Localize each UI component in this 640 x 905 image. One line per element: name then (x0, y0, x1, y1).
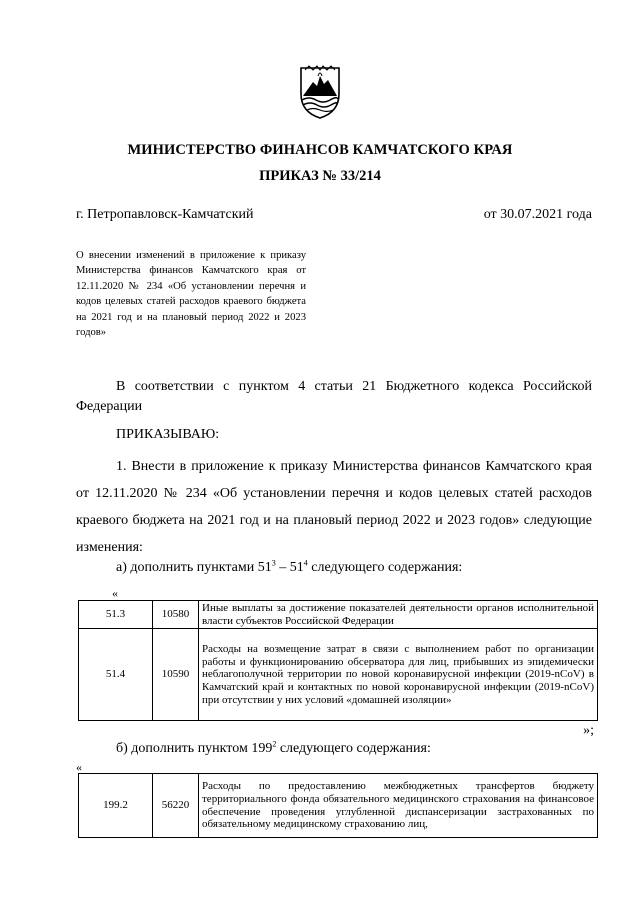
item-a-mid: – 51 (275, 560, 304, 575)
table-b (78, 773, 598, 838)
item-a-paragraph (76, 560, 592, 576)
ministry-title: МИНИСТЕРСТВО ФИНАНСОВ КАМЧАТСКОГО КРАЯ (127, 142, 513, 158)
item-a-prefix: а) дополнить пунктами 51 (116, 560, 272, 575)
order-number: ПРИКАЗ № 33/214 (259, 168, 381, 184)
item-1-paragraph: 1. Внести в приложение к приказу Министерства финансов Камчатского края от 12.11.2020 № 234 «Об установлении перечня и кодов целевых статей расходов краевого бюджета на 2021 год и на плановый период 2022 и 2023 годов» следующие изменения: (76, 459, 592, 555)
table-row (79, 629, 598, 721)
row-number: 51.3 (79, 601, 153, 629)
table-row (79, 774, 598, 838)
open-quote-a: « (112, 586, 118, 600)
item-b-paragraph (76, 741, 592, 757)
city: г. Петропавловск-Камчатский (76, 207, 254, 222)
row-text: Расходы по предоставлению межбюджетных трансфертов бюджету территориального фонда обязательного медицинского страхования на финансовое обеспечение проведения углубленной диспансеризации застрахованных по обязательному медицинскому страхованию лиц, (199, 774, 598, 838)
row-number: 199.2 (79, 774, 153, 838)
row-code: 56220 (153, 774, 199, 838)
item-b-prefix: б) дополнить пунктом 199 (116, 741, 273, 756)
close-quote: »; (583, 723, 594, 738)
order-date: от 30.07.2021 года (483, 207, 592, 222)
row-text: Иные выплаты за достижение показателей деятельности органов исполнительной власти субъектов Российской Федерации (199, 601, 598, 629)
item-a-sup-1: 3 (271, 558, 276, 568)
basis-paragraph: В соответствии с пунктом 4 статьи 21 Бюджетного кодекса Российской Федерации (76, 379, 592, 414)
row-text: Расходы на возмещение затрат в связи с выполнением работ по организации работы и функционированию обсерватора для лиц, прибывших из эпидемически неблагополучной территории по новой коронавирусной инфекции (2019-nCoV) в Камчатский край и контактных по новой коронавирусной инфекции (2019-nCoV) при отсутствии у них условий «домашней изоляции» (199, 629, 598, 721)
item-b-suffix: следующего содержания: (276, 741, 431, 756)
item-a-sup-2: 4 (303, 558, 308, 568)
row-code: 10580 (153, 601, 199, 629)
row-code: 10590 (153, 629, 199, 721)
open-quote-b: « (76, 760, 82, 774)
order-subject: О внесении изменений в приложение к приказу Министерства финансов Камчатского края от 12.11.2020 № 234 «Об установлении перечня и кодов целевых статей расходов краевого бюджета на 2021 год и на плановый период 2022 и 2023 годов» (76, 250, 306, 339)
table-row (79, 601, 598, 629)
prikazyvayu-heading: ПРИКАЗЫВАЮ: (116, 427, 220, 442)
kamchatka-coat-of-arms-icon (299, 64, 341, 120)
item-b-sup: 2 (272, 739, 277, 749)
table-a (78, 600, 598, 721)
row-number: 51.4 (79, 629, 153, 721)
item-a-suffix: следующего содержания: (307, 560, 463, 575)
